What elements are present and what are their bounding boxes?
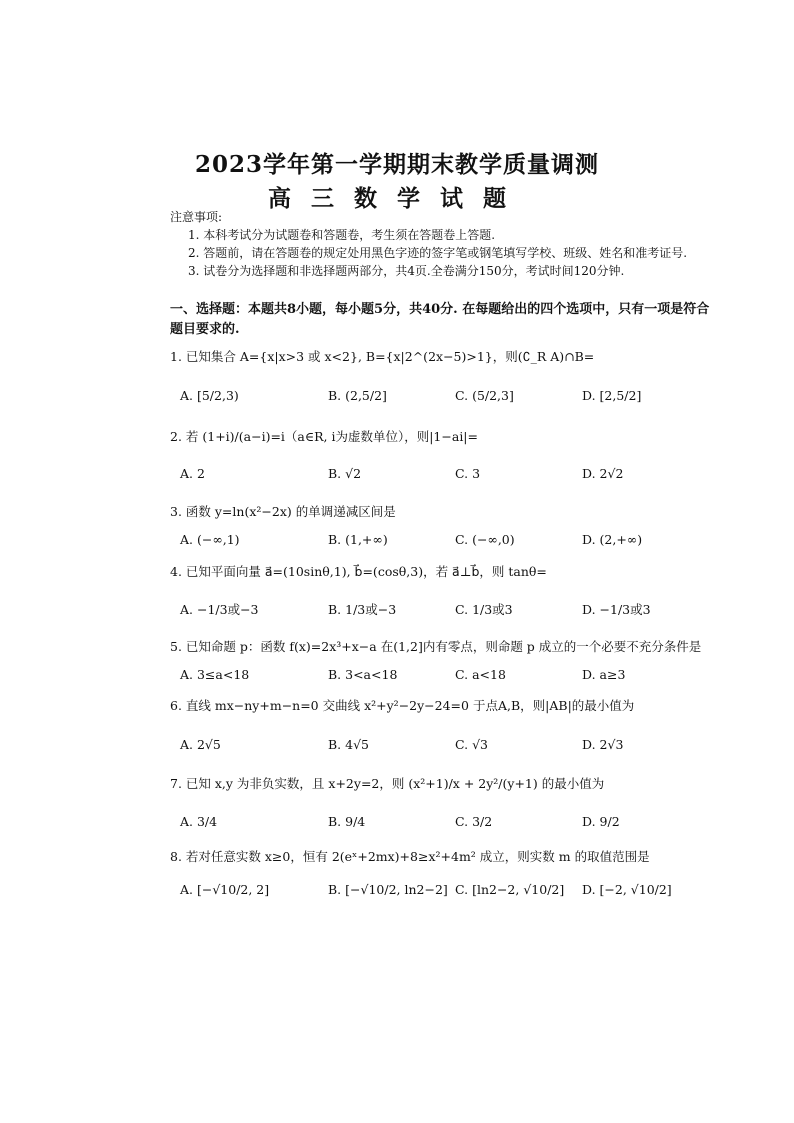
option-b: B. (2,5/2] [328, 388, 387, 403]
option-b: B. [−√10/2, ln2−2] [328, 882, 448, 897]
option-a: A. −1/3或−3 [180, 602, 259, 617]
notice-item: 1. 本科考试分为试题卷和答题卷，考生须在答题卷上答题. [188, 228, 496, 242]
notice-item: 3. 试卷分为选择题和非选择题两部分，共4页.全卷满分150分，考试时间120分钟. [188, 264, 625, 278]
question-1-options [180, 388, 650, 408]
question-7-options [180, 814, 650, 834]
option-d: D. [−2, √10/2] [582, 882, 672, 897]
section-heading: 一、选择题：本题共8小题，每小题5分，共40分. 在每题给出的四个选项中，只有一项是符合题目要求的. [170, 302, 710, 337]
option-c: C. 3 [455, 466, 481, 481]
question-8-stem: 8. 若对任意实数 x≥0，恒有 2(eˣ+2mx)+8≥x²+4m² 成立，则实数 m 的取值范围是 [170, 849, 650, 864]
option-a: A. 3/4 [180, 814, 218, 829]
notice-heading: 注意事项: [170, 210, 223, 224]
option-a: A. (−∞,1) [180, 532, 240, 547]
question-3-options [180, 532, 650, 552]
exam-title: 2023学年第一学期期末教学质量调测 [194, 151, 599, 178]
option-d: D. (2,+∞) [582, 532, 643, 547]
question-4-stem: 4. 已知平面向量 a⃗=(10sinθ,1), b⃗=(cosθ,3)，若 a⃗⊥b⃗，则 tanθ= [170, 564, 547, 579]
option-b: B. √2 [328, 466, 362, 481]
option-a: A. [5/2,3) [180, 388, 239, 403]
option-c: C. 1/3或3 [455, 602, 513, 617]
option-c: C. [ln2−2, √10/2] [455, 882, 565, 897]
option-d: D. [2,5/2] [582, 388, 642, 403]
option-c: C. (5/2,3] [455, 388, 514, 403]
exam-subtitle: 高三数学试题 [268, 185, 526, 212]
question-6-options [180, 737, 650, 757]
option-c: C. √3 [455, 737, 488, 752]
option-b: B. (1,+∞) [328, 532, 388, 547]
option-a: A. [−√10/2, 2] [180, 882, 270, 897]
option-b: B. 1/3或−3 [328, 602, 397, 617]
option-d: D. 2√3 [582, 737, 624, 752]
option-d: D. −1/3或3 [582, 602, 651, 617]
option-b: B. 3<a<18 [328, 667, 398, 682]
option-a: A. 2 [180, 466, 205, 481]
question-1-stem: 1. 已知集合 A={x|x>3 或 x<2}, B={x|2^(2x−5)>1}，则(∁_R A)∩B= [170, 349, 595, 364]
option-a: A. 3≤a<18 [180, 667, 250, 682]
question-7-stem: 7. 已知 x,y 为非负实数，且 x+2y=2，则 (x²+1)/x + 2y²/(y+1) 的最小值为 [170, 776, 605, 791]
option-a: A. 2√5 [180, 737, 221, 752]
notice-item: 2. 答题前，请在答题卷的规定处用黑色字迹的签字笔或钢笔填写学校、班级、姓名和准考证号. [188, 246, 688, 260]
option-d: D. 9/2 [582, 814, 620, 829]
question-4-options [180, 600, 650, 620]
option-b: B. 9/4 [328, 814, 366, 829]
notice-block [170, 208, 710, 280]
option-b: B. 4√5 [328, 737, 370, 752]
question-2-stem: 2. 若 (1+i)/(a−i)=i（a∈R, i为虚数单位），则|1−ai|= [170, 429, 478, 444]
option-c: C. 3/2 [455, 814, 493, 829]
question-2-options [180, 466, 650, 486]
option-d: D. a≥3 [582, 667, 626, 682]
question-8-options [180, 882, 672, 902]
question-5-stem: 5. 已知命题 p：函数 f(x)=2x³+x−a 在(1,2]内有零点，则命题 p 成立的一个必要不充分条件是 [170, 639, 702, 654]
question-6-stem: 6. 直线 mx−ny+m−n=0 交曲线 x²+y²−2y−24=0 于点A,B，则|AB|的最小值为 [170, 698, 635, 713]
question-5-options [180, 667, 650, 687]
option-c: C. a<18 [455, 667, 506, 682]
option-d: D. 2√2 [582, 466, 624, 481]
option-c: C. (−∞,0) [455, 532, 515, 547]
question-3-stem: 3. 函数 y=ln(x²−2x) 的单调递减区间是 [170, 504, 396, 519]
